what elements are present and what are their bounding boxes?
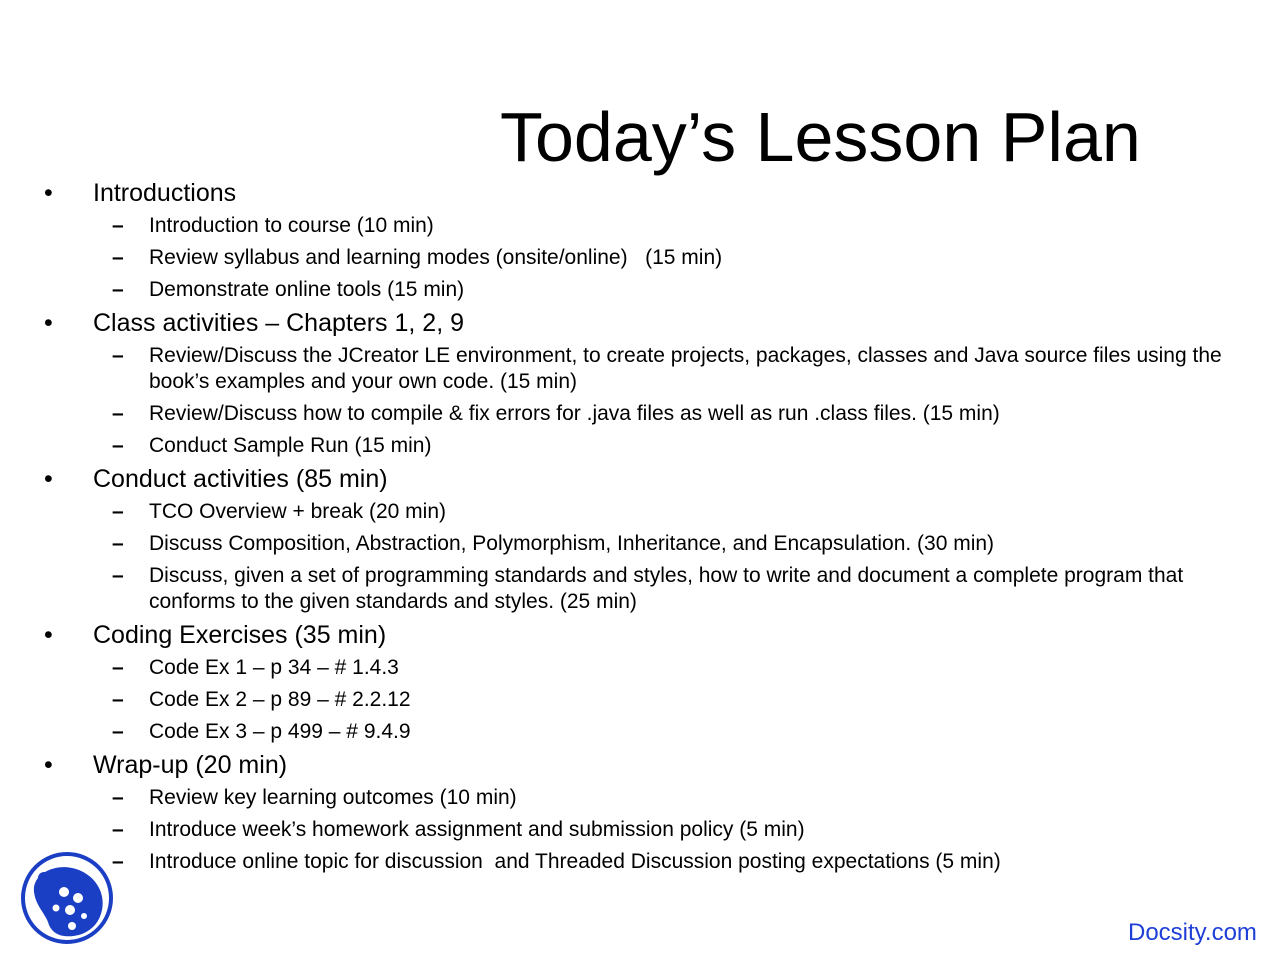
bullet-icon: •	[44, 179, 53, 207]
dash-icon: –	[112, 818, 124, 841]
bullet-icon: •	[44, 621, 53, 649]
bullet-icon: •	[44, 465, 53, 493]
item-text: Discuss Composition, Abstraction, Polymorphism, Inheritance, and Encapsulation. (30 min)	[149, 532, 995, 555]
dash-icon: –	[112, 532, 124, 555]
section-heading: Conduct activities (85 min)	[93, 465, 388, 493]
dash-icon: –	[112, 344, 124, 367]
item-text: Introduction to course (10 min)	[149, 214, 434, 237]
item-text: Conduct Sample Run (15 min)	[149, 434, 432, 457]
dash-icon: –	[112, 402, 124, 425]
bullet-icon: •	[44, 751, 53, 779]
item-text: Review syllabus and learning modes (onsite/online) (15 min)	[149, 246, 723, 269]
item-text: Code Ex 3 – p 499 – # 9.4.9	[149, 720, 411, 743]
section-heading: Introductions	[93, 179, 237, 207]
dash-icon: –	[112, 500, 124, 523]
docsity-watermark-link[interactable]: Docsity.com	[1128, 919, 1257, 946]
slide-title: Today’s Lesson Plan	[500, 98, 1141, 176]
item-text: TCO Overview + break (20 min)	[149, 500, 446, 523]
dash-icon: –	[112, 278, 124, 301]
item-text: Demonstrate online tools (15 min)	[149, 278, 465, 301]
docsity-ladybug-logo-icon	[20, 850, 116, 946]
section-heading: Wrap-up (20 min)	[93, 751, 288, 779]
item-text: Review/Discuss how to compile & fix errors for .java files as well as run .class files. (15 min)	[149, 402, 1000, 425]
dash-icon: –	[112, 214, 124, 237]
item-text: Review key learning outcomes (10 min)	[149, 786, 517, 809]
item-text: Code Ex 2 – p 89 – # 2.2.12	[149, 688, 411, 711]
dash-icon: –	[112, 786, 124, 809]
section-heading: Coding Exercises (35 min)	[93, 621, 387, 649]
dash-icon: –	[112, 850, 124, 873]
item-text: Code Ex 1 – p 34 – # 1.4.3	[149, 656, 399, 679]
dash-icon: –	[112, 720, 124, 743]
bullet-icon: •	[44, 309, 53, 337]
item-text: Introduce week’s homework assignment and submission policy (5 min)	[149, 818, 805, 841]
section-heading: Class activities – Chapters 1, 2, 9	[93, 309, 464, 337]
item-text: Introduce online topic for discussion and Threaded Discussion posting expectations (5 min)	[149, 850, 1001, 873]
dash-icon: –	[112, 246, 124, 269]
dash-icon: –	[112, 656, 124, 679]
item-text: Review/Discuss the JCreator LE environment, to create projects, packages, classes and Java source files using the book’s examples and your own code. (15 min)	[149, 344, 1222, 393]
item-text: Discuss, given a set of programming standards and styles, how to write and document a complete program that conforms to the given standards and styles. (25 min)	[149, 564, 1184, 613]
dash-icon: –	[112, 434, 124, 457]
dash-icon: –	[112, 564, 124, 587]
dash-icon: –	[112, 688, 124, 711]
